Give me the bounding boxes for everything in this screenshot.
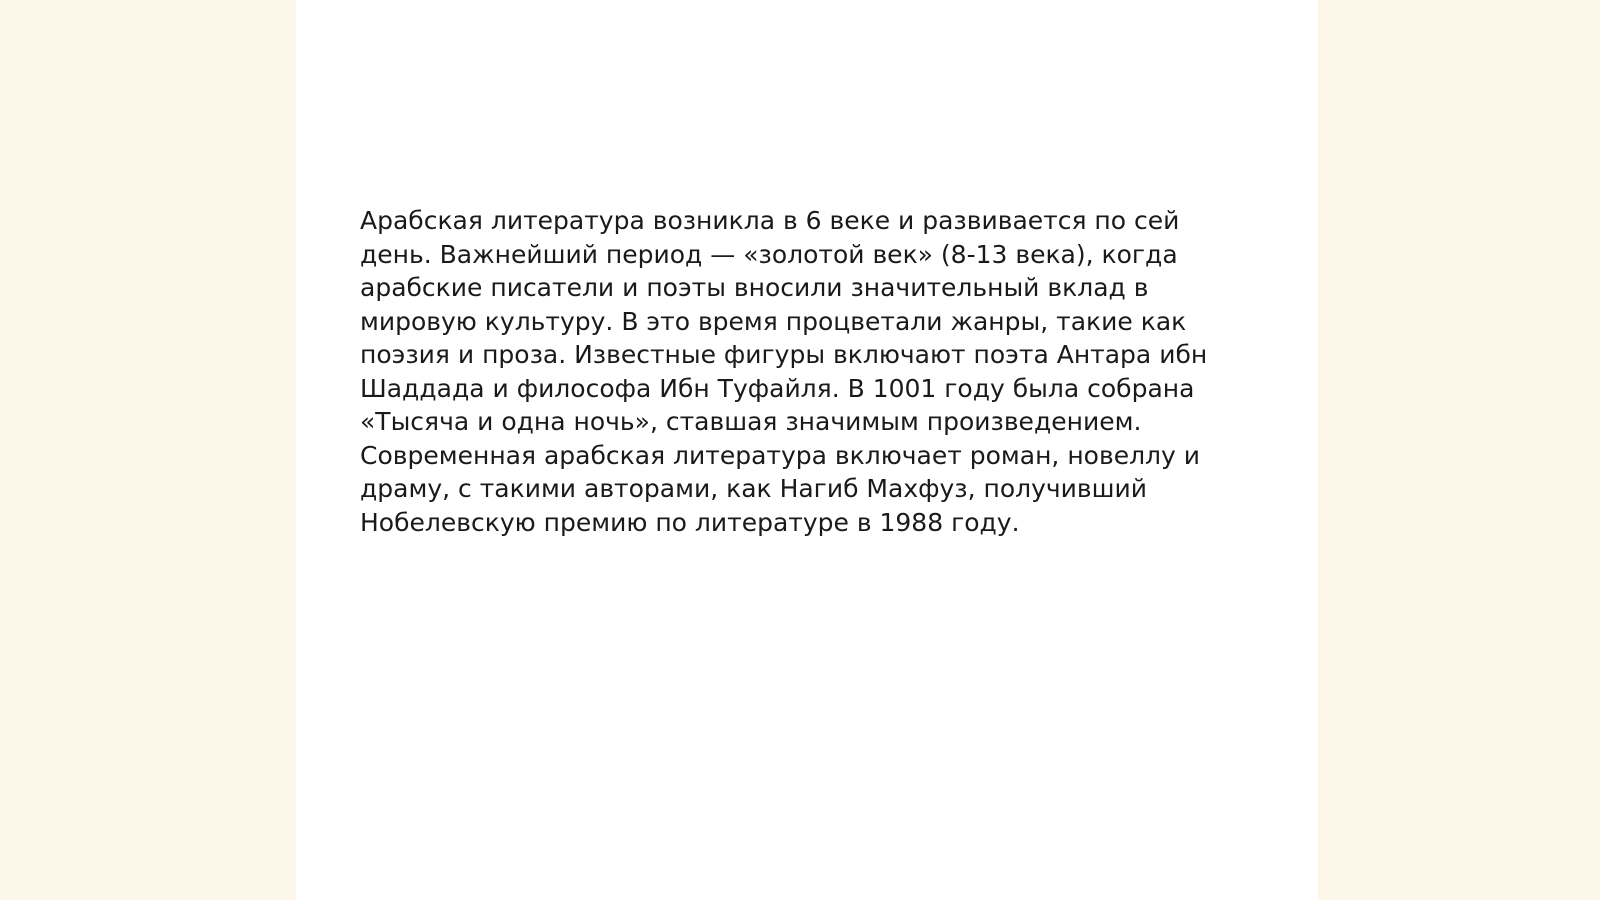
paragraph-line: Шаддада и философа Ибн Туфайля. В 1001 году была собрана [360,373,1195,403]
paragraph-line: арабские писатели и поэты вносили значительный вклад в [360,273,1149,302]
paragraph-line: Нобелевскую премию по литературе в 1988 году. [360,507,1020,537]
paragraph-line: Арабская литература возникла в 6 веке и развивается по сей [360,206,1180,235]
slide-canvas [296,0,1318,900]
slide-paragraph [360,204,1260,539]
paragraph-line: Современная арабская литература включает роман, новеллу и [360,440,1201,470]
paragraph-line: поэзия и проза. Известные фигуры включают поэта Антара ибн [360,340,1208,369]
paragraph-line: «Тысяча и одна ночь», ставшая значимым произведением. [360,407,1142,436]
paragraph-line: драму, с такими авторами, как Нагиб Махфуз, получивший [360,474,1148,503]
paragraph-line: день. Важнейший период — «золотой век» (8-13 века), когда [360,239,1178,269]
paragraph-line: мировую культуру. В это время процветали жанры, такие как [360,306,1187,336]
